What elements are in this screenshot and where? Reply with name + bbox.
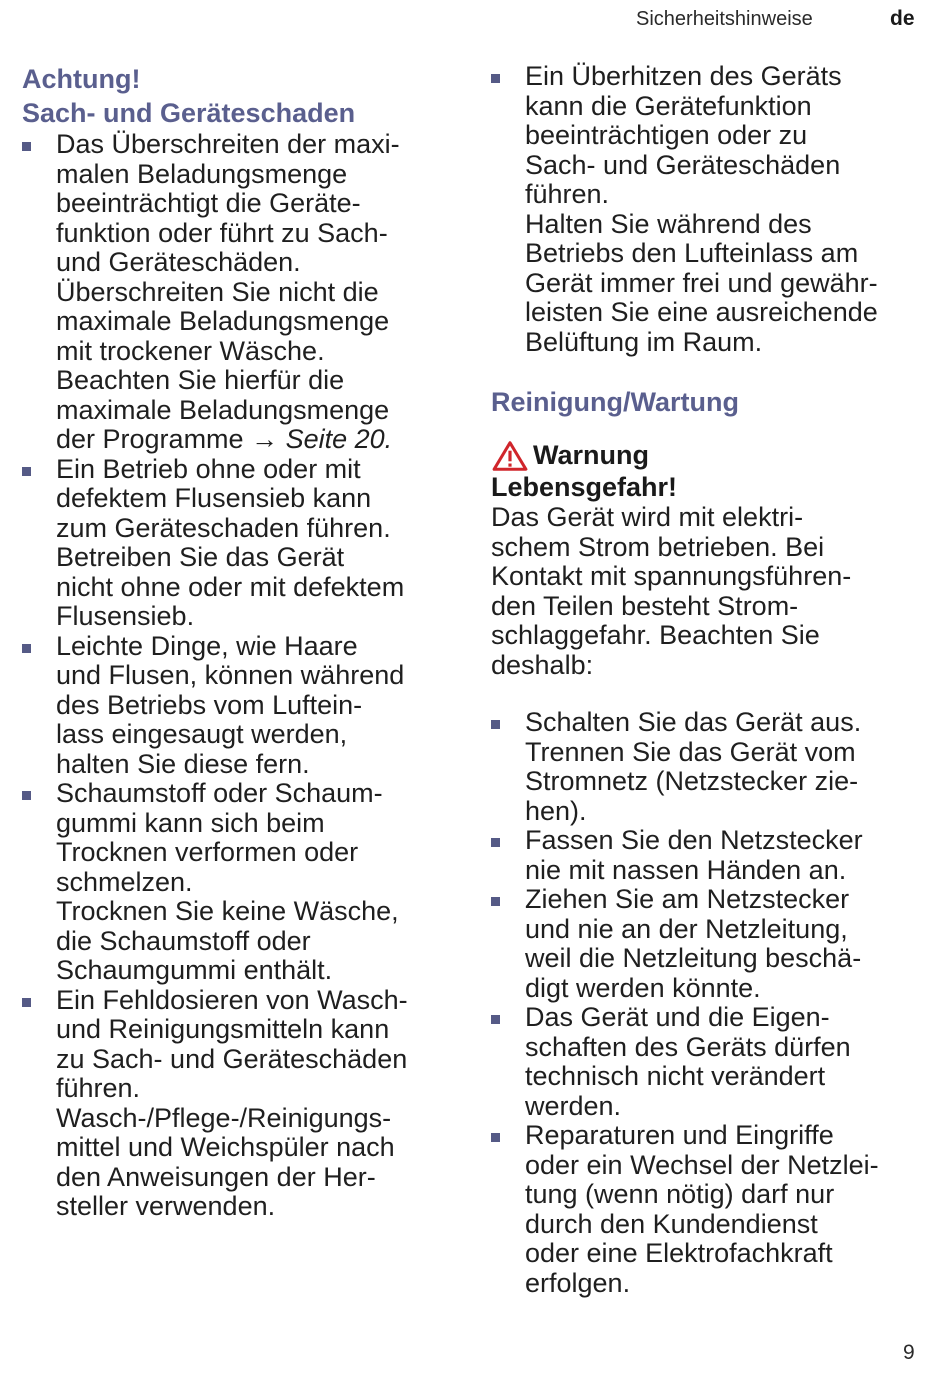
line: hen). xyxy=(525,795,587,826)
line: defektem Flusensieb kann xyxy=(56,483,372,513)
list-item xyxy=(22,130,462,455)
line: nie mit nassen Händen an. xyxy=(525,854,847,885)
line: steller verwenden. xyxy=(56,1191,276,1221)
list-item xyxy=(22,986,462,1222)
damage-list xyxy=(22,130,462,1222)
line: Das Überschreiten der maxi- xyxy=(56,129,400,159)
line: weil die Netzleitung beschä- xyxy=(525,943,862,973)
line: des Betriebs vom Luftein- xyxy=(56,689,363,720)
line-prefix: der Programme xyxy=(56,424,244,454)
line: führen. xyxy=(56,1073,141,1103)
line: und Reinigungsmitteln kann xyxy=(56,1014,390,1044)
line: die Schaumstoff oder xyxy=(56,925,311,956)
line: oder eine Elektrofachkraft xyxy=(525,1238,833,1268)
square-bullet-icon xyxy=(22,467,31,476)
square-bullet-icon xyxy=(491,74,500,83)
list-item xyxy=(22,455,462,632)
line: Schaumstoff oder Schaum- xyxy=(56,778,383,808)
square-bullet-icon xyxy=(22,644,31,653)
line: beeinträchtigt die Geräte- xyxy=(56,188,361,218)
line: technisch nicht verändert xyxy=(525,1061,826,1091)
page-number: 9 xyxy=(903,1341,915,1364)
line: den Teilen besteht Strom- xyxy=(491,590,799,621)
line: werden. xyxy=(525,1090,622,1121)
line: zum Geräteschaden führen. xyxy=(56,512,391,543)
line: kann die Gerätefunktion xyxy=(525,90,812,121)
damage-heading: Sach- und Geräteschaden xyxy=(22,98,356,128)
warning-text xyxy=(491,503,931,680)
line: Halten Sie während des xyxy=(525,208,812,239)
line: Ziehen Sie am Netzstecker xyxy=(525,884,850,914)
line: Das Gerät wird mit elektri- xyxy=(491,502,804,532)
line: maximale Beladungsmenge xyxy=(56,306,390,336)
square-bullet-icon xyxy=(491,720,500,729)
arrow-right-icon: → xyxy=(251,424,279,454)
line: mit trockener Wäsche. xyxy=(56,335,325,366)
line: Überschreiten Sie nicht die xyxy=(56,276,379,307)
cleaning-maintenance-heading: Reinigung/Wartung xyxy=(491,387,739,417)
line: maximale Beladungsmenge xyxy=(56,394,390,425)
line: Wasch-/Pflege-/Reinigungs- xyxy=(56,1102,392,1133)
right-column xyxy=(491,62,931,1298)
line: Schaumgummi enthält. xyxy=(56,955,333,985)
line: Trennen Sie das Gerät vom xyxy=(525,736,856,767)
line: Gerät immer frei und gewähr- xyxy=(525,267,878,298)
line: halten Sie diese fern. xyxy=(56,748,310,779)
list-item xyxy=(491,885,931,1003)
list-item xyxy=(22,632,462,780)
overheat-list xyxy=(491,62,931,357)
line: Schalten Sie das Gerät aus. xyxy=(525,707,862,737)
line: oder ein Wechsel der Netzlei- xyxy=(525,1149,879,1180)
line: Belüftung im Raum. xyxy=(525,326,763,357)
line: Flusensieb. xyxy=(56,601,195,631)
line: Betreiben Sie das Gerät xyxy=(56,542,345,572)
list-item xyxy=(491,1121,931,1298)
list-item xyxy=(491,826,931,885)
line: Das Gerät und die Eigen- xyxy=(525,1002,830,1032)
header-section-title: Sicherheitshinweise xyxy=(636,8,813,30)
line: Trocknen verformen oder xyxy=(56,837,359,867)
line: und nie an der Netzleitung, xyxy=(525,913,848,944)
square-bullet-icon xyxy=(491,838,500,847)
line: nicht ohne oder mit defektem xyxy=(56,571,405,602)
line: mittel und Weichspüler nach xyxy=(56,1132,395,1162)
line: Ein Überhitzen des Geräts xyxy=(525,61,842,91)
square-bullet-icon xyxy=(491,897,500,906)
list-item xyxy=(491,708,931,826)
caution-heading: Achtung! xyxy=(22,64,141,94)
line: Reparaturen und Eingriffe xyxy=(525,1120,834,1150)
warning-block xyxy=(491,439,931,680)
line-with-cross-reference xyxy=(56,425,462,455)
line: durch den Kundendienst xyxy=(525,1208,818,1239)
list-item xyxy=(22,779,462,986)
warning-subtitle: Lebensgefahr! xyxy=(491,472,678,502)
warning-title: Warnung xyxy=(533,440,649,470)
line: Trocknen Sie keine Wäsche, xyxy=(56,896,399,926)
square-bullet-icon xyxy=(22,142,31,151)
square-bullet-icon xyxy=(491,1015,500,1024)
page-cross-reference-link[interactable]: Seite 20. xyxy=(285,424,393,454)
line: Sach- und Geräteschäden xyxy=(525,149,841,180)
line: führen. xyxy=(525,179,610,209)
line: und Flusen, können während xyxy=(56,660,405,690)
line: malen Beladungsmenge xyxy=(56,158,348,189)
line: deshalb: xyxy=(491,649,594,680)
line: schmelzen. xyxy=(56,866,193,897)
left-column xyxy=(22,62,462,1222)
line: Beachten Sie hierfür die xyxy=(56,365,345,395)
line: Leichte Dinge, wie Haare xyxy=(56,630,358,661)
line: erfolgen. xyxy=(525,1267,631,1298)
line: schem Strom betrieben. Bei xyxy=(491,531,825,562)
line: den Anweisungen der Her- xyxy=(56,1161,376,1192)
square-bullet-icon xyxy=(491,1133,500,1142)
line: Ein Fehldosieren von Wasch- xyxy=(56,984,408,1015)
header-language-code: de xyxy=(890,7,915,30)
line: tung (wenn nötig) darf nur xyxy=(525,1179,835,1209)
line: gummi kann sich beim xyxy=(56,807,325,838)
line: Kontakt mit spannungsführen- xyxy=(491,561,852,591)
square-bullet-icon xyxy=(22,791,31,800)
warning-triangle-icon xyxy=(491,441,529,471)
line: leisten Sie eine ausreichende xyxy=(525,297,878,327)
list-item xyxy=(491,1003,931,1121)
square-bullet-icon xyxy=(22,998,31,1007)
electrical-safety-list xyxy=(491,708,931,1298)
list-item xyxy=(491,62,931,357)
line: Ein Betrieb ohne oder mit xyxy=(56,453,361,484)
line: und Geräteschäden. xyxy=(56,247,301,277)
line: digt werden könnte. xyxy=(525,972,761,1003)
line: Betriebs den Lufteinlass am xyxy=(525,238,859,268)
line: funktion oder führt zu Sach- xyxy=(56,217,388,248)
line: beeinträchtigen oder zu xyxy=(525,120,808,150)
line: schlaggefahr. Beachten Sie xyxy=(491,620,820,650)
line: schaften des Geräts dürfen xyxy=(525,1031,851,1062)
line: zu Sach- und Geräteschäden xyxy=(56,1043,408,1074)
line: lass eingesaugt werden, xyxy=(56,719,348,749)
line: Stromnetz (Netzstecker zie- xyxy=(525,766,859,796)
line: Fassen Sie den Netzstecker xyxy=(525,825,863,855)
warning-title-row xyxy=(491,439,931,472)
